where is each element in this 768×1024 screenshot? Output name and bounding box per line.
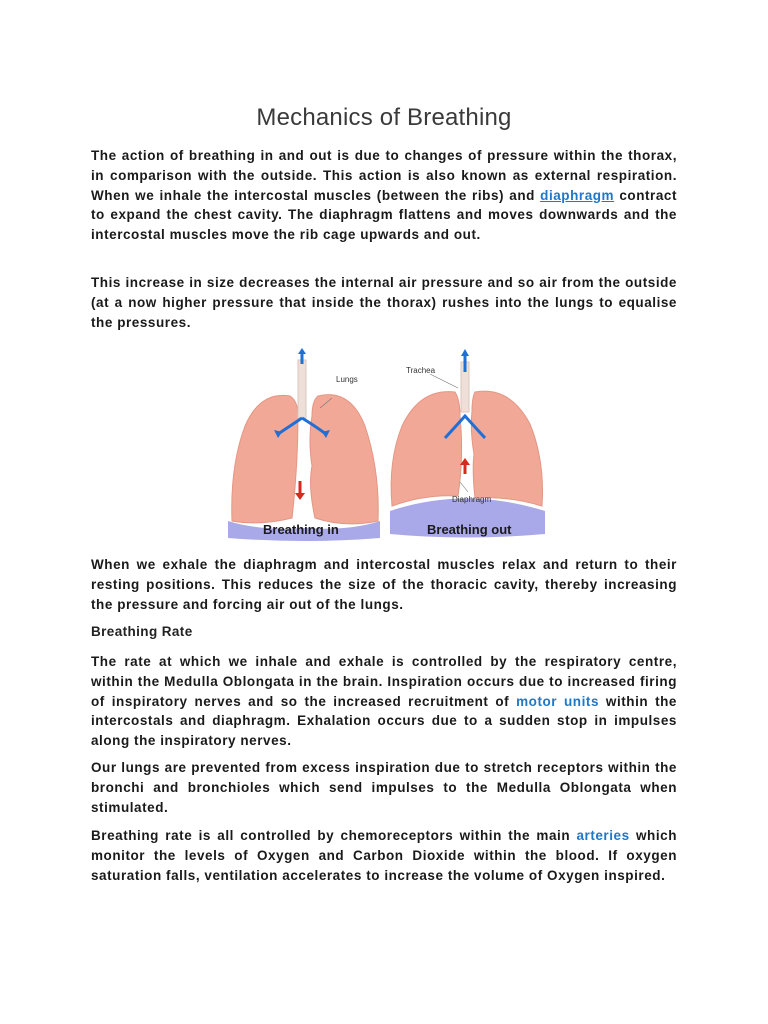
label-lungs: Lungs <box>336 375 358 384</box>
paragraph-2 <box>91 273 677 332</box>
arrow-head-icon <box>298 348 306 354</box>
diaphragm-link[interactable]: diaphragm <box>540 187 615 203</box>
section-heading-breathing-rate: Breathing Rate <box>91 624 193 639</box>
paragraph-4 <box>91 652 677 751</box>
trachea-pointer <box>430 374 458 388</box>
page-title: Mechanics of Breathing <box>256 104 512 131</box>
paragraph-5 <box>91 758 677 817</box>
paragraph-6 <box>91 826 677 885</box>
right-lung-inhale <box>310 395 378 524</box>
p2-text: This increase in size decreases the internal air pressure and so air from the outside (at a now higher pressure that inside the thorax) rushes into the lungs to equalise the pressures. <box>91 275 677 330</box>
label-diaphragm: Diaphragm <box>452 495 492 504</box>
paragraph-3 <box>91 555 677 614</box>
paragraph-1 <box>91 146 677 245</box>
left-lung-inhale <box>232 395 298 523</box>
p1-text-b: contract to expand the chest cavity. The diaphragm flattens and moves downwards and the intercostal muscles move the rib cage upwards and out. <box>91 187 678 243</box>
lungs-exhale <box>390 349 545 538</box>
label-trachea: Trachea <box>406 366 436 375</box>
p6-text-b: which monitor the levels of Oxygen and Carbon Dioxide within the blood. If oxygen saturation falls, ventilation accelerates to increase the volume of Oxygen inspired. <box>91 828 677 883</box>
p4-text-a: The rate at which we inhale and exhale is controlled by the respiratory centre, within the Medulla Oblongata in the brain. Inspiration occurs due to increased firing of inspiratory nerves and so the increased recruitment of <box>91 654 677 709</box>
p3-text: When we exhale the diaphragm and intercostal muscles relax and return to their resting positions. This reduces the size of the thoracic cavity, thereby increasing the pressure and forcing air out of the lungs. <box>91 557 677 612</box>
caption-breathing-out: Breathing out <box>427 522 512 537</box>
arrow-down-head-icon <box>295 493 305 500</box>
p1-text-a: The action of breathing in and out is due to changes of pressure within the thorax, in comparison with the outside. This action is also known as external respiration. When we inhale the intercostal muscles (between the ribs) and <box>91 148 677 203</box>
arteries-link[interactable]: arteries <box>576 828 630 843</box>
diaphragm-pointer <box>460 482 468 492</box>
breathing-diagram <box>220 346 550 546</box>
p6-text-a: Breathing rate is all controlled by chemoreceptors within the main <box>91 828 577 843</box>
right-lung-exhale <box>471 391 542 506</box>
lungs-inhale <box>228 348 380 541</box>
p4-text-b: within the intercostals and diaphragm. Exhalation occurs due to a sudden stop in impulses along the inspiratory nerves. <box>91 693 677 749</box>
arrow-out-head-icon <box>461 349 469 356</box>
caption-breathing-in: Breathing in <box>263 522 339 537</box>
left-lung-exhale <box>391 392 461 506</box>
motor-units-link[interactable]: motor units <box>516 693 599 709</box>
trachea-left <box>298 360 306 418</box>
p5-text: Our lungs are prevented from excess inspiration due to stretch receptors within the bronchi and bronchioles which send impulses to the Medulla Oblongata when stimulated. <box>91 760 677 815</box>
